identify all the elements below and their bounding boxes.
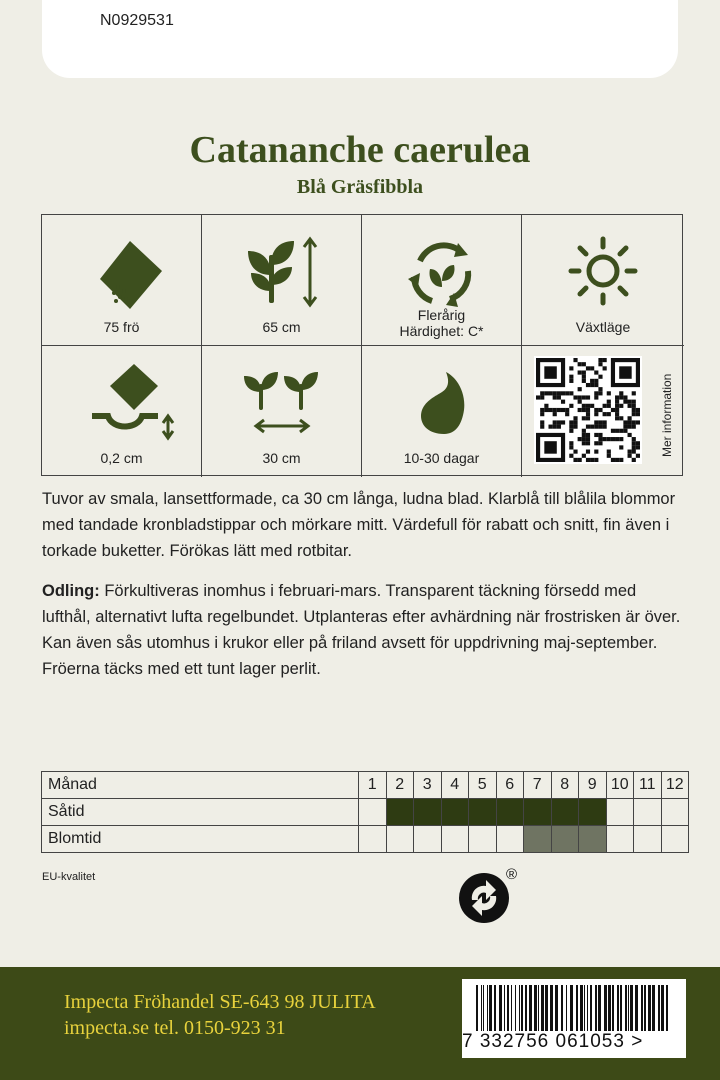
cell-germination bbox=[362, 346, 522, 477]
spacing-value: 30 cm bbox=[262, 450, 301, 466]
top-tab bbox=[42, 0, 678, 78]
calendar-month-5: 5 bbox=[469, 772, 497, 799]
cell-seeds bbox=[42, 215, 202, 346]
calendar-month-12: 12 bbox=[661, 772, 689, 799]
height-value: 65 cm bbox=[262, 319, 301, 335]
footer-contact: impecta.se tel. 0150-923 31 bbox=[64, 1017, 286, 1039]
cell-height bbox=[202, 215, 362, 346]
registered-mark: ® bbox=[506, 866, 518, 883]
calendar-cell bbox=[359, 799, 387, 826]
calendar-month-1: 1 bbox=[359, 772, 387, 799]
germination-days: 10-30 dagar bbox=[403, 450, 480, 466]
position-label: Växtläge bbox=[575, 319, 631, 335]
calendar-cell bbox=[551, 799, 579, 826]
calendar-month-11: 11 bbox=[634, 772, 662, 799]
calendar-cell bbox=[579, 826, 607, 853]
calendar-month-7: 7 bbox=[524, 772, 552, 799]
cell-spacing bbox=[202, 346, 362, 477]
calendar-cell bbox=[634, 826, 662, 853]
calendar-cell bbox=[524, 799, 552, 826]
calendar-cell bbox=[414, 826, 442, 853]
calendar-month-6: 6 bbox=[496, 772, 524, 799]
cell-qr[interactable] bbox=[522, 346, 684, 477]
cultivation-label: Odling: bbox=[42, 582, 100, 600]
calendar-month-10: 10 bbox=[606, 772, 634, 799]
barcode bbox=[462, 979, 686, 1058]
calendar-month-8: 8 bbox=[551, 772, 579, 799]
calendar-month-3: 3 bbox=[414, 772, 442, 799]
cell-position bbox=[522, 215, 684, 346]
barcode-bars-icon bbox=[462, 979, 686, 1033]
footer-address: Impecta Fröhandel SE-643 98 JULITA bbox=[64, 991, 376, 1013]
calendar-cell bbox=[579, 799, 607, 826]
serial-number: N0929531 bbox=[100, 12, 174, 29]
calendar-cell bbox=[414, 799, 442, 826]
cell-depth bbox=[42, 346, 202, 477]
barcode-number: 7 332756 061053 > bbox=[462, 1031, 644, 1052]
common-name: Blå Gräsfibbla bbox=[296, 176, 424, 198]
hardiness-label: Härdighet: C* bbox=[399, 323, 484, 339]
calendar-cell bbox=[469, 826, 497, 853]
qr-label: Mer information bbox=[660, 373, 674, 457]
calendar-month-header: Månad bbox=[42, 772, 359, 799]
calendar-month-2: 2 bbox=[386, 772, 414, 799]
calendar-row-sowing: Såtid bbox=[42, 799, 359, 826]
calendar-cell bbox=[661, 799, 689, 826]
calendar-cell bbox=[441, 799, 469, 826]
calendar-cell bbox=[634, 799, 662, 826]
lifecycle-label: Flerårig bbox=[417, 307, 466, 323]
seeds-count: 75 frö bbox=[103, 319, 140, 335]
calendar-row-bloom: Blomtid bbox=[42, 826, 359, 853]
calendar-cell bbox=[496, 826, 524, 853]
calendar-month-4: 4 bbox=[441, 772, 469, 799]
description: Tuvor av smala, lansettformade, ca 30 cm långa, ludna blad. Klarblå till blålila blommor med tandade kronbladstippar och mörkare mitt. Värdefull för rabatt och snitt, fin även i torkade buketter. Förökas lätt med rotbitar. bbox=[42, 490, 676, 560]
calendar-month-9: 9 bbox=[579, 772, 607, 799]
calendar-cell bbox=[606, 826, 634, 853]
depth-value: 0,2 cm bbox=[100, 450, 143, 466]
eu-quality-label: EU-kvalitet bbox=[42, 871, 96, 883]
cultivation-text: Förkultiveras inomhus i februari-mars. Transparent täckning försedd med lufthål, alternativt lufta regelbundet. Utplanteras efter avhärdning när frostrisken är över. Kan även sås utomhus i krukor eller på friland avsett för uppdrivning maj-september. Fröerna täcks med ett tunt lager perlit. bbox=[42, 582, 681, 678]
calendar-cell bbox=[386, 826, 414, 853]
calendar-cell bbox=[469, 799, 497, 826]
calendar-cell bbox=[524, 826, 552, 853]
cell-lifecycle bbox=[362, 215, 522, 346]
calendar-cell bbox=[551, 826, 579, 853]
calendar-cell bbox=[496, 799, 524, 826]
species-title: Catananche caerulea bbox=[189, 129, 531, 171]
cultivation-paragraph bbox=[42, 578, 682, 682]
calendar-cell bbox=[359, 826, 387, 853]
calendar-cell bbox=[386, 799, 414, 826]
calendar-table bbox=[41, 771, 689, 853]
info-grid bbox=[41, 214, 683, 476]
calendar-cell bbox=[606, 799, 634, 826]
calendar-cell bbox=[661, 826, 689, 853]
calendar-cell bbox=[441, 826, 469, 853]
